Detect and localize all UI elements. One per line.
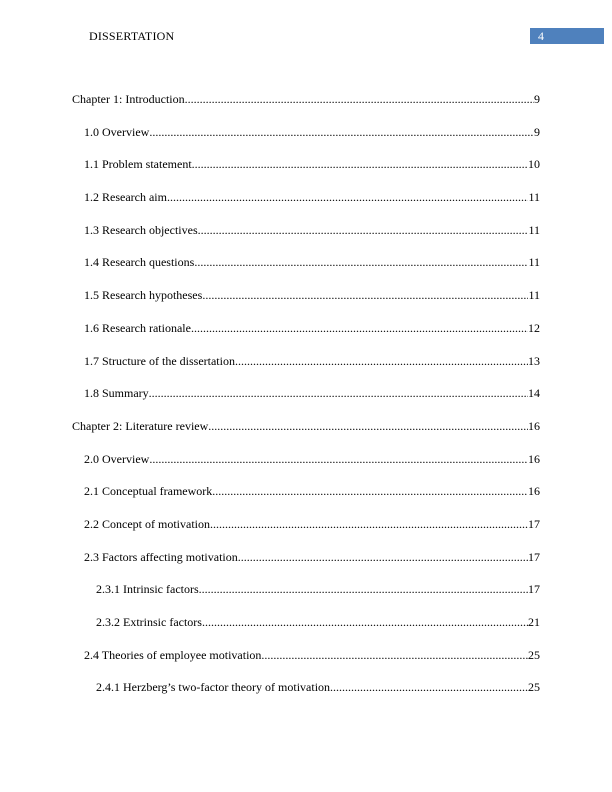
toc-entry-label: 2.4.1 Herzberg’s two-factor theory of motivation bbox=[96, 680, 331, 695]
page-number-badge bbox=[530, 28, 604, 44]
toc-entry-label: 2.3.2 Extrinsic factors bbox=[96, 615, 202, 629]
toc-entry-label: Chapter 1: Introduction bbox=[72, 92, 185, 106]
toc-entry-label: 2.3 Factors affecting motivation bbox=[84, 549, 238, 564]
toc-entry-page-number: 17 bbox=[528, 549, 540, 564]
toc-entry-label: 1.5 Research hypotheses bbox=[84, 288, 203, 303]
toc-entry-page-number: 11 bbox=[528, 222, 540, 237]
toc-entry-page-number: 17 bbox=[528, 582, 540, 597]
toc-entry[interactable] bbox=[72, 679, 540, 712]
toc-entry-label: 1.7 Structure of the dissertation bbox=[84, 353, 235, 368]
running-header-title: DISSERTATION bbox=[89, 29, 175, 43]
toc-dot-leader bbox=[202, 287, 528, 303]
toc-entry-label: 1.0 Overview bbox=[84, 124, 150, 139]
toc-entry-page-number: 25 bbox=[528, 680, 540, 695]
toc-dot-leader bbox=[149, 124, 534, 140]
toc-entry[interactable] bbox=[72, 549, 540, 582]
toc-entry-page-number: 10 bbox=[528, 157, 540, 172]
toc-entry-page-number: 9 bbox=[534, 92, 540, 106]
toc-dot-leader bbox=[194, 254, 528, 270]
toc-dot-leader bbox=[149, 451, 528, 467]
toc-entry[interactable] bbox=[72, 189, 540, 222]
toc-dot-leader bbox=[149, 385, 528, 401]
toc-entry-page-number: 13 bbox=[528, 353, 540, 368]
toc-dot-leader bbox=[192, 156, 528, 172]
toc-dot-leader bbox=[235, 353, 528, 369]
toc-dot-leader bbox=[210, 516, 528, 532]
toc-entry-label: 1.8 Summary bbox=[84, 386, 149, 401]
toc-entry-page-number: 11 bbox=[528, 190, 540, 205]
toc-entry[interactable] bbox=[72, 385, 540, 418]
toc-entry-label: 1.6 Research rationale bbox=[84, 320, 191, 335]
toc-entry-label: 2.3.1 Intrinsic factors bbox=[96, 582, 199, 597]
toc-entry[interactable] bbox=[72, 516, 540, 549]
toc-entry-page-number: 14 bbox=[528, 386, 540, 401]
toc-entry-label: 1.4 Research questions bbox=[84, 255, 195, 270]
toc-entry-label: 2.1 Conceptual framework bbox=[84, 484, 213, 499]
toc-entry[interactable] bbox=[72, 353, 540, 386]
toc-entry-label: 1.1 Problem statement bbox=[84, 157, 192, 172]
toc-entry-label: 2.2 Concept of motivation bbox=[84, 516, 210, 531]
toc-entry[interactable] bbox=[72, 124, 540, 157]
toc-entry[interactable] bbox=[72, 614, 540, 647]
toc-dot-leader bbox=[238, 549, 528, 565]
toc-dot-leader bbox=[330, 679, 528, 695]
toc-entry[interactable] bbox=[72, 254, 540, 287]
toc-dot-leader bbox=[191, 320, 528, 336]
toc-entry-page-number: 9 bbox=[534, 124, 540, 139]
toc-entry-page-number: 11 bbox=[528, 288, 540, 303]
toc-entry[interactable] bbox=[72, 320, 540, 353]
toc-entry[interactable] bbox=[72, 287, 540, 320]
page-number: 4 bbox=[538, 29, 544, 43]
toc-dot-leader bbox=[261, 647, 528, 663]
toc-entry[interactable] bbox=[72, 647, 540, 680]
toc-entry-page-number: 25 bbox=[528, 647, 540, 662]
toc-entry-page-number: 16 bbox=[528, 418, 540, 433]
toc-entry-label: 1.3 Research objectives bbox=[84, 222, 198, 237]
toc-entry[interactable] bbox=[72, 581, 540, 614]
toc-dot-leader bbox=[167, 189, 528, 205]
table-of-contents bbox=[72, 91, 540, 712]
toc-entry-label: 1.2 Research aim bbox=[84, 190, 167, 205]
toc-dot-leader bbox=[208, 418, 528, 434]
toc-entry-page-number: 21 bbox=[528, 615, 540, 629]
toc-dot-leader bbox=[198, 222, 529, 238]
toc-entry[interactable] bbox=[72, 222, 540, 255]
toc-entry-page-number: 16 bbox=[528, 451, 540, 466]
toc-entry-page-number: 11 bbox=[528, 255, 540, 270]
toc-dot-leader bbox=[185, 91, 534, 107]
toc-entry-page-number: 12 bbox=[528, 320, 540, 335]
toc-entry[interactable] bbox=[72, 91, 540, 124]
toc-entry-page-number: 16 bbox=[528, 484, 540, 499]
toc-dot-leader bbox=[202, 614, 528, 630]
toc-entry[interactable] bbox=[72, 156, 540, 189]
toc-entry-page-number: 17 bbox=[528, 516, 540, 531]
toc-entry-label: 2.4 Theories of employee motivation bbox=[84, 647, 262, 662]
toc-entry-label: Chapter 2: Literature review bbox=[72, 418, 209, 433]
toc-entry[interactable] bbox=[72, 483, 540, 516]
toc-entry[interactable] bbox=[72, 418, 540, 451]
toc-entry[interactable] bbox=[72, 451, 540, 484]
toc-dot-leader bbox=[199, 581, 528, 597]
toc-dot-leader bbox=[212, 483, 528, 499]
toc-entry-label: 2.0 Overview bbox=[84, 451, 150, 466]
